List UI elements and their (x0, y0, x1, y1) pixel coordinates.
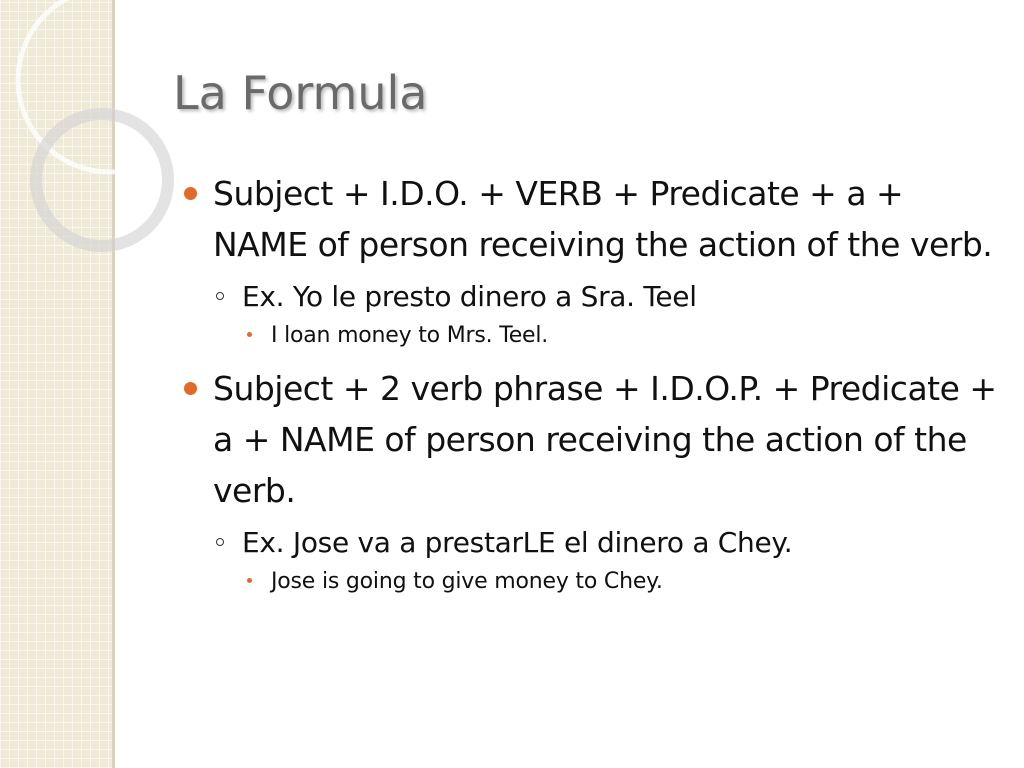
orange-bullet-icon (184, 382, 197, 395)
orange-bullet-icon (184, 187, 197, 200)
sub-sub-bullet-text: Jose is going to give money to Chey. (271, 569, 663, 594)
small-dot-bullet-icon (247, 332, 252, 337)
sub-bullet-text: Ex. Jose va a prestarLE el dinero a Chey. (242, 526, 793, 559)
sub-sub-bullet-item-1 (180, 321, 1000, 351)
decorative-circles (0, 0, 200, 260)
sub-sub-bullet-text: I loan money to Mrs. Teel. (271, 323, 549, 348)
slide-title: La Formula (173, 66, 428, 120)
sub-sub-bullet-item-2 (180, 567, 1000, 597)
bullet-text: Subject + I.D.O. + VERB + Predicate + a + NAME of person receiving the action of the verb. (213, 174, 993, 264)
bullet-item-1 (180, 168, 1000, 270)
bullet-item-2 (180, 363, 1000, 516)
sub-bullet-item-1 (180, 277, 1000, 317)
small-dot-bullet-icon (247, 578, 252, 583)
sub-bullet-text: Ex. Yo le presto dinero a Sra. Teel (242, 280, 697, 313)
hollow-circle-bullet-icon (216, 538, 224, 546)
bullet-text: Subject + 2 verb phrase + I.D.O.P. + Predicate + a + NAME of person receiving the action of the verb. (213, 369, 997, 510)
bullet-list (180, 168, 1000, 609)
decorative-small-circle (36, 114, 168, 246)
sub-bullet-item-2 (180, 523, 1000, 563)
hollow-circle-bullet-icon (216, 292, 224, 300)
